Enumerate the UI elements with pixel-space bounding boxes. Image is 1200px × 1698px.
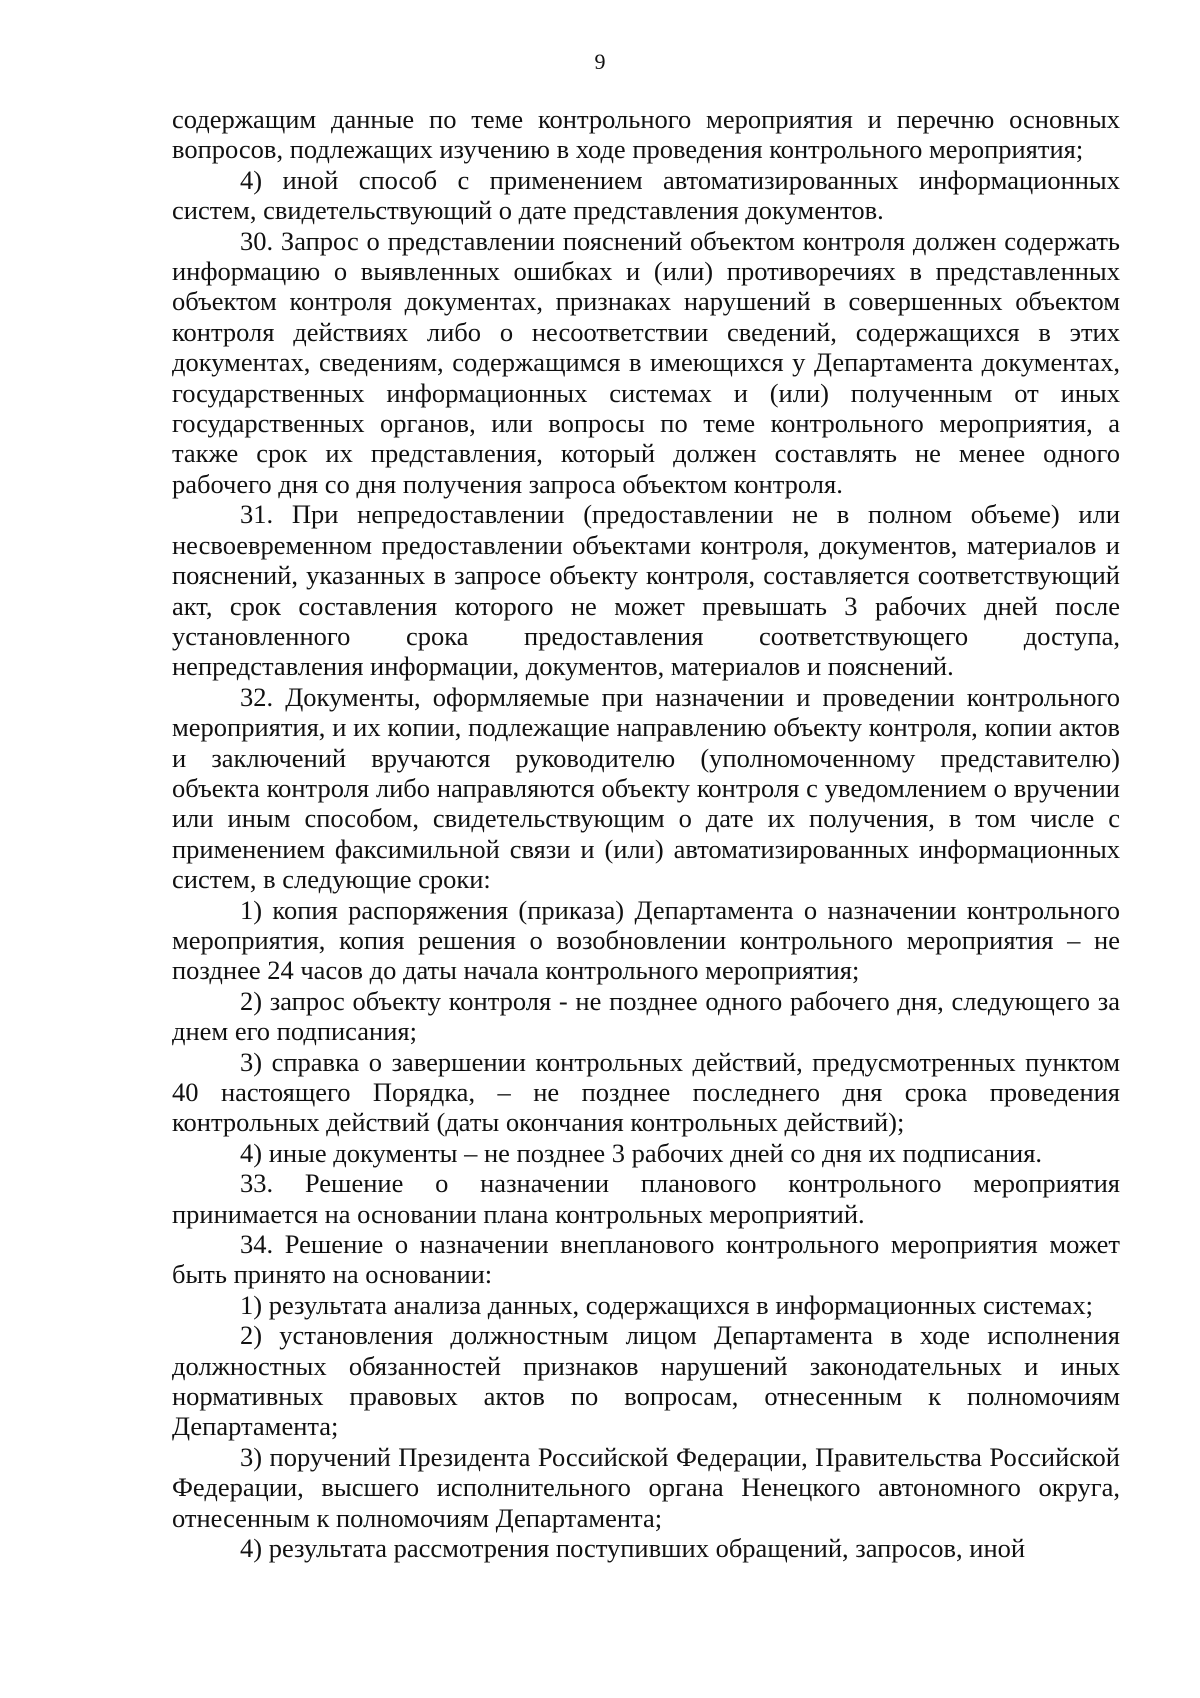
paragraph: 4) иной способ с применением автоматизированных информационных систем, свидетельствующий о дате представления документов. <box>172 164 1120 226</box>
paragraph: 30. Запрос о представлении пояснений объектом контроля должен содержать информацию о выявленных ошибках и (или) противоречиях в представленных объектом контроля документах, признаках нарушений в совершенных объектом контроля действиях либо о несоответствии сведений, содержащихся в этих документах, сведениям, содержащимся в имеющихся у Департамента документах, государственных информационных системах и (или) полученным от иных государственных органов, или вопросы по теме контрольного мероприятия, а также срок их представления, который должен составлять не менее одного рабочего дня со дня получения запроса объектом контроля. <box>172 225 1120 499</box>
paragraph: 1) копия распоряжения (приказа) Департамента о назначении контрольного мероприятия, копия решения о возобновлении контрольного мероприятия – не позднее 24 часов до даты начала контрольного мероприятия; <box>172 894 1120 986</box>
paragraph: 32. Документы, оформляемые при назначении и проведении контрольного мероприятия, и их копии, подлежащие направлению объекту контроля, копии актов и заключений вручаются руководителю (уполномоченному представителю) объекта контроля либо направляются объекту контроля с уведомлением о вручении или иным способом, свидетельствующим о дате их получения, в том числе с применением факсимильной связи и (или) автоматизированных информационных систем, в следующие сроки: <box>172 681 1120 895</box>
document-body <box>172 104 1120 1564</box>
paragraph: 2) установления должностным лицом Департамента в ходе исполнения должностных обязанностей признаков нарушений законодательных и иных нормативных правовых актов по вопросам, отнесенным к полномочиям Департамента; <box>172 1320 1120 1442</box>
paragraph: содержащим данные по теме контрольного мероприятия и перечню основных вопросов, подлежащих изучению в ходе проведения контрольного мероприятия; <box>172 104 1120 165</box>
paragraph: 31. При непредоставлении (предоставлении не в полном объеме) или несвоевременном предоставлении объектами контроля, документов, материалов и пояснений, указанных в запросе объекту контроля, составляется соответствующий акт, срок составления которого не может превышать 3 рабочих дней после установленного срока предоставления соответствующего доступа, непредставления информации, документов, материалов и пояснений. <box>172 499 1120 682</box>
paragraph: 33. Решение о назначении планового контрольного мероприятия принимается на основании плана контрольных мероприятий. <box>172 1168 1120 1229</box>
paragraph: 4) иные документы – не позднее 3 рабочих дней со дня их подписания. <box>240 1137 1043 1168</box>
page-number: 9 <box>594 49 606 74</box>
paragraph: 34. Решение о назначении внепланового контрольного мероприятия может быть принято на основании: <box>172 1229 1120 1290</box>
paragraph: 2) запрос объекту контроля - не позднее одного рабочего дня, следующего за днем его подписания; <box>172 985 1120 1047</box>
paragraph: 1) результата анализа данных, содержащихся в информационных системах; <box>240 1289 1093 1320</box>
paragraph: 4) результата рассмотрения поступивших обращений, запросов, иной <box>240 1533 1026 1564</box>
paragraph: 3) поручений Президента Российской Федерации, Правительства Российской Федерации, высшего исполнительного органа Ненецкого автономного округа, отнесенным к полномочиям Департамента; <box>172 1441 1120 1533</box>
paragraph: 3) справка о завершении контрольных действий, предусмотренных пунктом 40 настоящего Порядка, – не позднее последнего дня срока проведения контрольных действий (даты окончания контрольных действий); <box>172 1046 1120 1138</box>
